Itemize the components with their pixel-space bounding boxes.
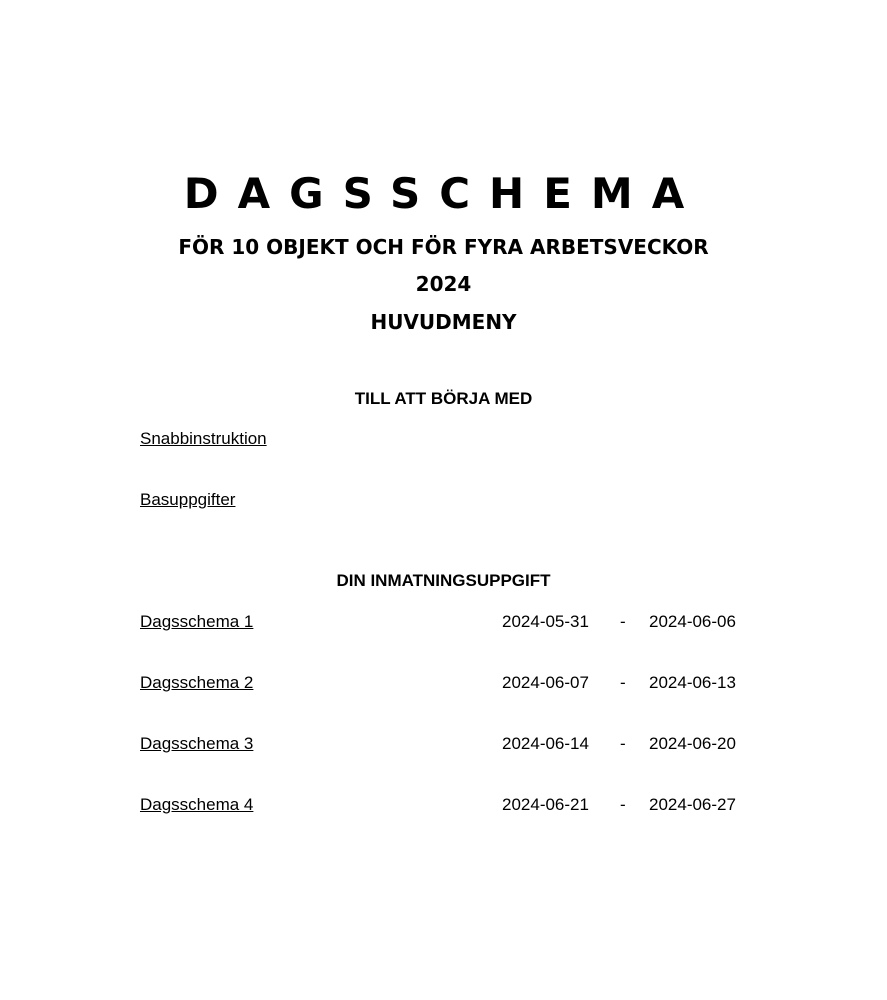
end-date: 2024-06-13 bbox=[649, 673, 736, 692]
start-date: 2024-06-21 bbox=[502, 795, 589, 814]
link-dagsschema-3[interactable]: Dagsschema 3 bbox=[140, 734, 254, 753]
end-date: 2024-06-27 bbox=[649, 795, 736, 814]
date-separator: - bbox=[620, 795, 626, 814]
link-dagsschema-4[interactable]: Dagsschema 4 bbox=[140, 795, 254, 814]
start-date: 2024-06-07 bbox=[502, 673, 589, 692]
link-dagsschema-2[interactable]: Dagsschema 2 bbox=[140, 673, 254, 692]
link-snabbinstruktion[interactable]: Snabbinstruktion bbox=[140, 429, 267, 448]
menu-title: HUVUDMENY bbox=[370, 310, 517, 334]
date-separator: - bbox=[620, 612, 626, 631]
input-section-heading: DIN INMATNINGSUPPGIFT bbox=[336, 571, 551, 590]
end-date: 2024-06-20 bbox=[649, 734, 736, 753]
link-dagsschema-1[interactable]: Dagsschema 1 bbox=[140, 612, 254, 631]
start-date: 2024-06-14 bbox=[502, 734, 589, 753]
link-basuppgifter[interactable]: Basuppgifter bbox=[140, 490, 236, 509]
date-separator: - bbox=[620, 673, 626, 692]
year-label: 2024 bbox=[415, 272, 472, 296]
start-date: 2024-05-31 bbox=[502, 612, 589, 631]
end-date: 2024-06-06 bbox=[649, 612, 736, 631]
page-title: DAGSSCHEMA bbox=[183, 169, 704, 218]
start-section-heading: TILL ATT BÖRJA MED bbox=[354, 389, 533, 408]
page-subtitle: FÖR 10 OBJEKT OCH FÖR FYRA ARBETSVECKOR bbox=[178, 235, 709, 259]
date-separator: - bbox=[620, 734, 626, 753]
